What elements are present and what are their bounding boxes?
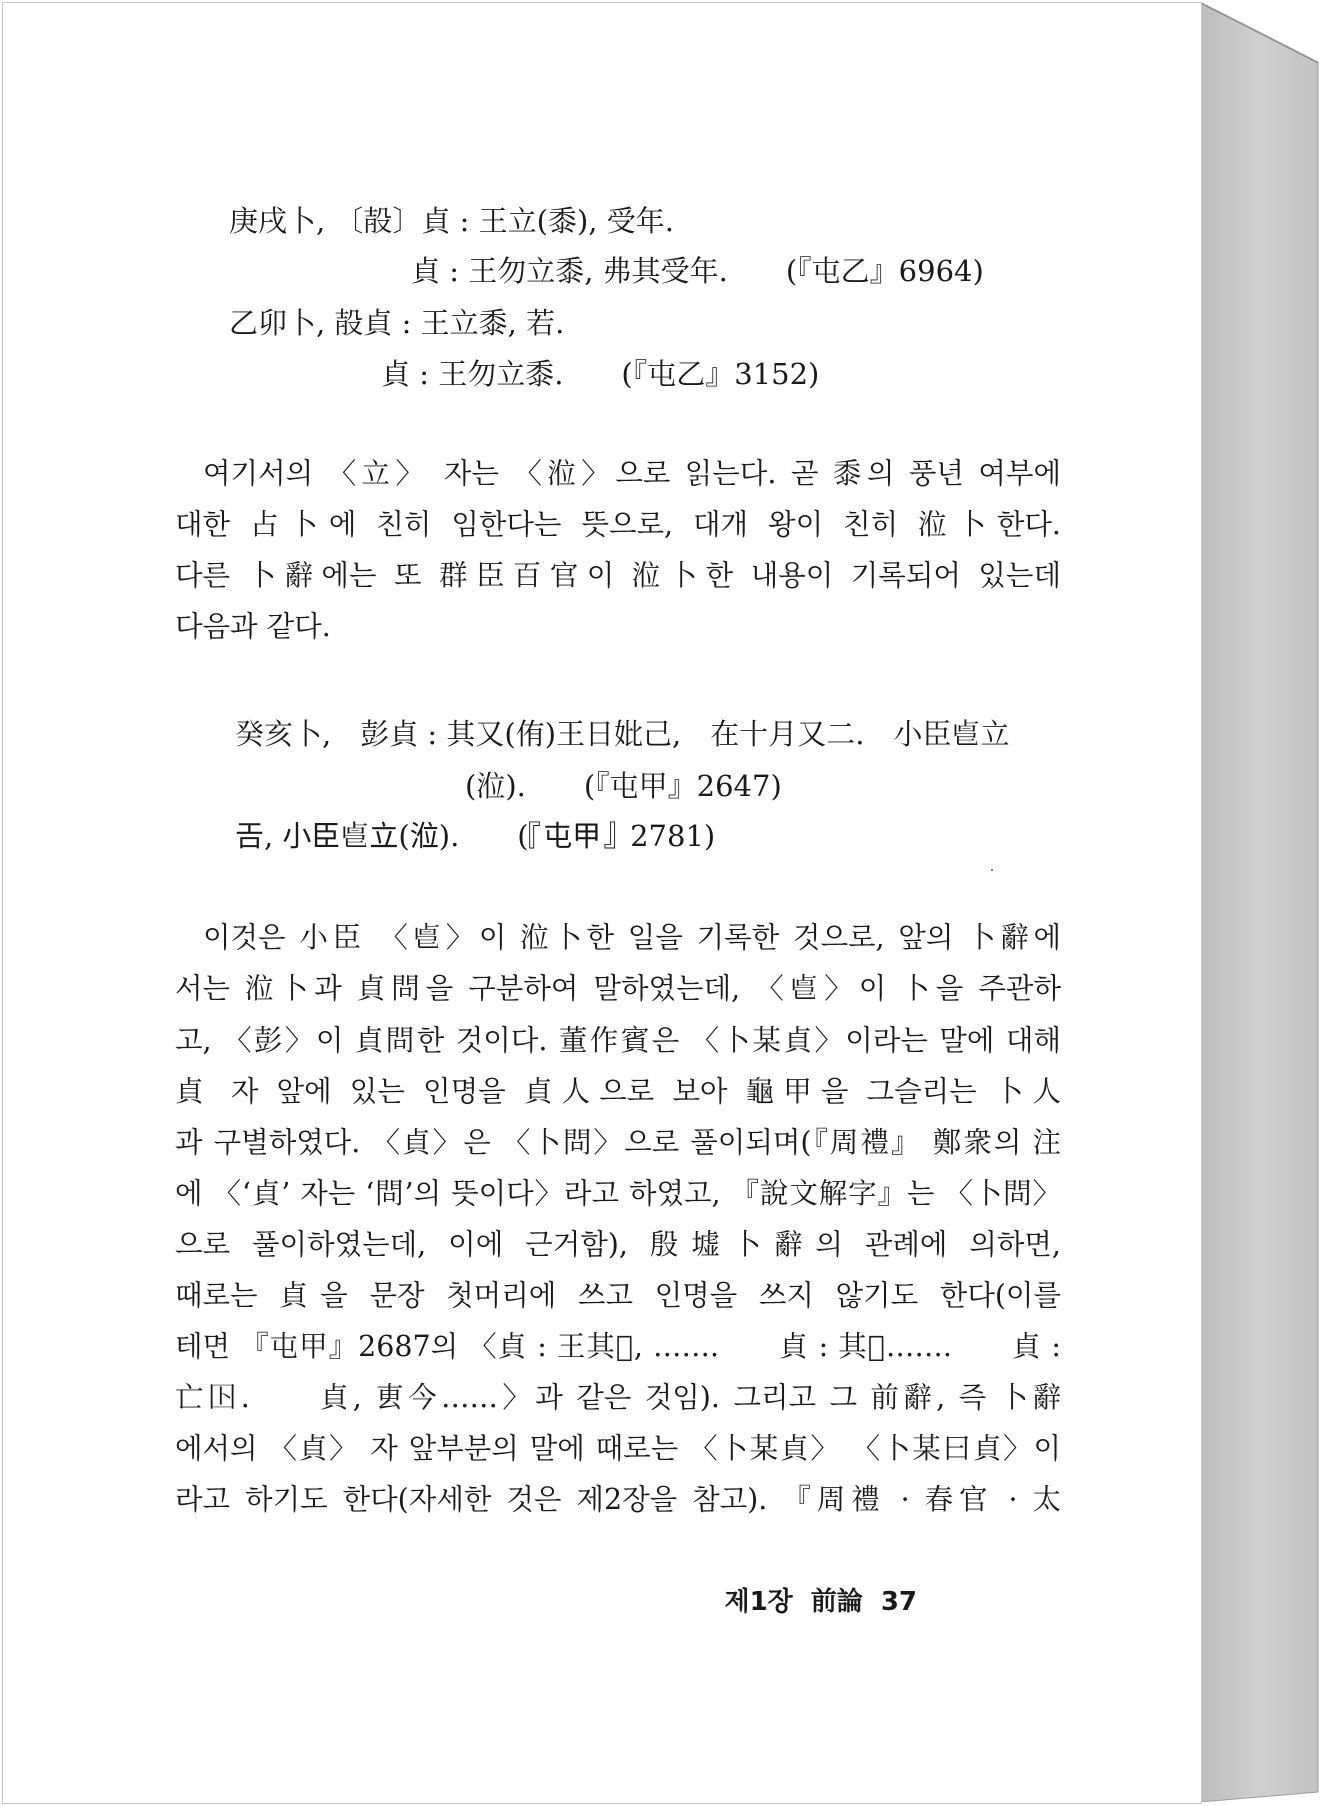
footer-chapter: 제1장 [724, 1587, 793, 1617]
paragraph-line: 과 구별하였다. 〈貞〉은 〈卜問〉으로 풀이되며(『周禮』 鄭衆의 注 [175, 1126, 1061, 1159]
paragraph-line: 고, 〈彭〉이 貞問한 것이다. 董作賓은 〈卜某貞〉이라는 말에 대해 [175, 1024, 1061, 1057]
paragraph-line: 에서의 〈貞〉 자 앞부분의 말에 때로는 〈卜某貞〉 〈卜某曰貞〉이 [175, 1432, 1061, 1465]
paragraph-line: 테면 『屯甲』2687의 〈貞 : 王其𡧊, ……. 貞 : 其𡨄……. 貞 : [175, 1330, 1061, 1363]
page-footer [706, 1581, 917, 1618]
book-page [2, 2, 1202, 1804]
paragraph-line: 라고 하기도 한다(자세한 것은 제2장을 참고). 『周禮 · 春官 · 太 [175, 1483, 1061, 1516]
footer-title: 前論 [810, 1587, 863, 1617]
paragraph-line: 서는 涖卜과 貞問을 구분하여 말하였는데, 〈𠧢〉이 卜을 주관하 [175, 972, 1061, 1005]
paragraph-line: 다음과 같다. [175, 610, 331, 643]
quote-line: 乙卯卜, 㱿貞 : 王立黍, 若. [229, 306, 565, 340]
quote-line: 庚戌卜, 〔㱿〕貞 : 王立(黍), 受年. [229, 204, 674, 238]
paragraph-line: 때로는 貞을 문장 첫머리에 쓰고 인명을 쓰지 않기도 한다(이를 [175, 1279, 1061, 1312]
paragraph-line: 대한 占卜에 친히 임한다는 뜻으로, 대개 왕이 친히 涖卜한다. [175, 508, 1061, 541]
quote-line: (涖). (『屯甲』2647) [465, 769, 782, 803]
quote-line: 貞 : 王勿立黍. (『屯乙』3152) [381, 357, 820, 391]
paragraph-line: 다른 卜辭에는 또 群臣百官이 涖卜한 내용이 기록되어 있는데 [175, 559, 1061, 592]
quote-line: 癸亥卜, 彭貞 : 其又(侑)王日妣己, 在十月又二. 小臣𠧢立 [235, 717, 1010, 751]
quote-line: 貞 : 王勿立黍, 弗其受年. (『屯乙』6964) [411, 254, 984, 288]
scan-speck [991, 869, 993, 871]
quote-line: 𢀛, 小臣𠧢立(涖). (『屯甲』2781) [235, 819, 716, 853]
paragraph-line: 여기서의 〈立〉 자는 〈涖〉으로 읽는다. 곧 黍의 풍년 여부에 [203, 457, 1061, 490]
page-number: 37 [880, 1587, 917, 1617]
paragraph-line: 에 〈‘貞’ 자는 ‘問’의 뜻이다〉라고 하였고, 『說文解字』는 〈卜問〉 [175, 1177, 1061, 1210]
paragraph-line: 亡𡆥. 貞, 叀今……〉과 같은 것임). 그리고 그 前辭, 즉 卜辭 [175, 1381, 1061, 1414]
paragraph-line: 이것은 小臣 〈𠧢〉이 涖卜한 일을 기록한 것으로, 앞의 卜辭에 [203, 921, 1061, 954]
paragraph-line: 으로 풀이하였는데, 이에 근거함), 殷墟卜辭의 관례에 의하면, [175, 1228, 1061, 1261]
page-stack-edge [1200, 2, 1320, 1802]
paragraph-line: 貞 자 앞에 있는 인명을 貞人으로 보아 龜甲을 그슬리는 卜人 [175, 1075, 1061, 1108]
